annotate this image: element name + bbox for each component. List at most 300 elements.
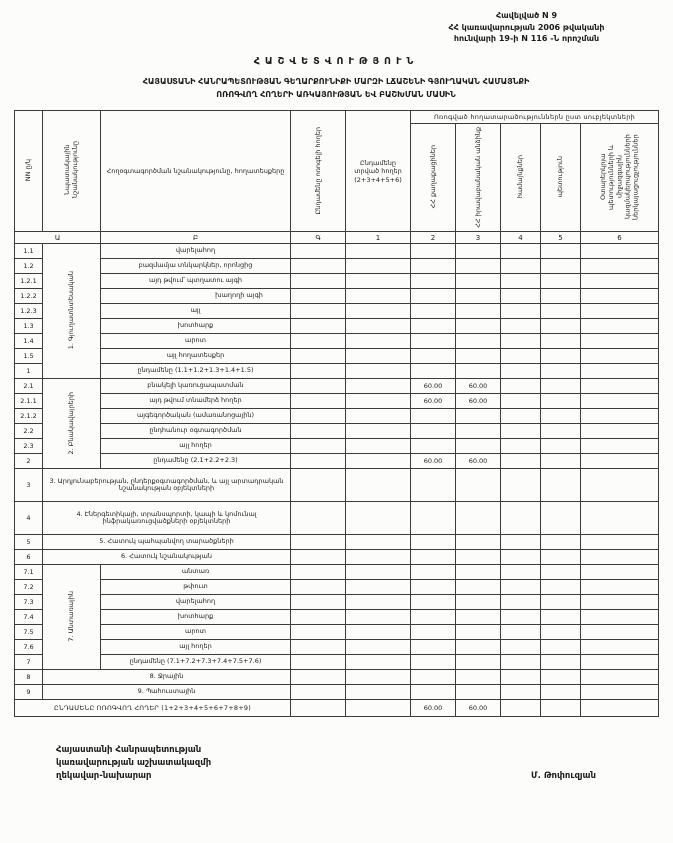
value-cell xyxy=(581,535,659,550)
land-type-cell: վարելահող xyxy=(101,595,291,610)
value-cell xyxy=(541,550,581,565)
value-cell xyxy=(411,274,456,289)
value-cell xyxy=(541,334,581,349)
value-cell xyxy=(581,334,659,349)
land-type-cell: արոտ xyxy=(101,625,291,640)
value-cell xyxy=(501,394,541,409)
value-cell xyxy=(456,259,501,274)
value-cell xyxy=(411,670,456,685)
row-number-cell: 7.5 xyxy=(15,625,43,640)
value-cell xyxy=(456,364,501,379)
value-cell xyxy=(456,304,501,319)
value-cell xyxy=(541,595,581,610)
value-cell xyxy=(501,334,541,349)
value-cell xyxy=(541,685,581,700)
land-type-cell: 4. Էներգետիկայի, տրանսպորտի, կապի և կոմունալ ինֆրակառուցվածքների օբյեկտների xyxy=(43,502,291,535)
value-cell xyxy=(456,625,501,640)
value-cell xyxy=(291,349,346,364)
value-cell xyxy=(501,289,541,304)
value-cell xyxy=(346,469,411,502)
value-cell xyxy=(346,565,411,580)
value-cell xyxy=(411,409,456,424)
land-type-cell: այդ թվում տնամերձ հողեր xyxy=(101,394,291,409)
value-cell xyxy=(291,304,346,319)
table-row xyxy=(15,274,659,289)
value-cell xyxy=(541,454,581,469)
value-cell xyxy=(541,625,581,640)
value-cell: 60.00 xyxy=(411,454,456,469)
value-cell xyxy=(456,409,501,424)
value-cell xyxy=(291,244,346,259)
value-cell xyxy=(411,349,456,364)
row-number-cell: 6 xyxy=(15,550,43,565)
land-type-cell: այդ թվում՝ պտղատու այգի xyxy=(101,274,291,289)
table-row xyxy=(15,319,659,334)
land-type-cell: այգեգործական (ամառանոցային) xyxy=(101,409,291,424)
land-type-cell: այլ հողեր xyxy=(101,640,291,655)
value-cell xyxy=(291,670,346,685)
value-cell xyxy=(581,409,659,424)
value-cell xyxy=(291,550,346,565)
value-cell xyxy=(501,670,541,685)
group-header: Ոռոգված հողատարածություններն ըստ սուբյեկտների xyxy=(411,111,659,124)
subtitle-community: ՀԱՅԱՍՏԱՆԻ ՀԱՆՐԱՊԵՏՈՒԹՅԱՆ ԳԵՂԱՐՔՈՒՆԻՔԻ ՄԱՐԶԻ ԼՃԱՇԵՆԻ ԳՅՈՒՂԱԿԱՆ ՀԱՄԱՅՆՔԻ xyxy=(142,76,530,86)
value-cell xyxy=(581,655,659,670)
row-number-cell: 1.2.1 xyxy=(15,274,43,289)
value-cell xyxy=(581,244,659,259)
value-cell: 60.00 xyxy=(456,394,501,409)
land-type-cell: արոտ xyxy=(101,334,291,349)
col-header-category: Նպատակային նշանակությունը xyxy=(63,141,80,199)
value-cell xyxy=(541,409,581,424)
value-cell xyxy=(501,454,541,469)
value-cell xyxy=(291,469,346,502)
value-cell xyxy=(581,454,659,469)
row-number-cell: 1.4 xyxy=(15,334,43,349)
value-cell xyxy=(291,502,346,535)
land-type-cell: խոտհարք xyxy=(101,319,291,334)
col-header-nn-cell xyxy=(15,111,43,232)
value-cell xyxy=(581,580,659,595)
value-cell xyxy=(456,334,501,349)
land-type-cell: բնակելի կառուցապատման xyxy=(101,379,291,394)
table-row xyxy=(15,550,659,565)
value-cell xyxy=(541,535,581,550)
land-type-cell: այլ xyxy=(101,304,291,319)
value-cell xyxy=(456,244,501,259)
value-cell xyxy=(291,640,346,655)
value-cell xyxy=(456,535,501,550)
value-cell xyxy=(456,319,501,334)
value-cell xyxy=(291,289,346,304)
value-cell xyxy=(501,580,541,595)
table-row xyxy=(15,424,659,439)
land-type-cell: թփուտ xyxy=(101,580,291,595)
value-cell xyxy=(291,424,346,439)
value-cell xyxy=(346,409,411,424)
value-cell xyxy=(291,655,346,670)
value-cell xyxy=(346,610,411,625)
land-type-cell: անտառ xyxy=(101,565,291,580)
category-label: 1. Գյուղատնտեսական xyxy=(66,271,75,350)
value-cell xyxy=(456,424,501,439)
row-number-cell: 1 xyxy=(15,364,43,379)
table-row xyxy=(15,349,659,364)
value-cell xyxy=(346,502,411,535)
col-header-legal-cell xyxy=(456,124,501,232)
land-type-cell: ընդամենը (7.1+7.2+7.3+7.4+7.5+7.6) xyxy=(101,655,291,670)
value-cell xyxy=(411,640,456,655)
value-cell xyxy=(581,502,659,535)
land-type-cell: խաղողի այգի xyxy=(101,289,291,304)
value-cell xyxy=(501,502,541,535)
row-number-cell: 7 xyxy=(15,655,43,670)
value-cell: 60.00 xyxy=(456,700,501,717)
table-row xyxy=(15,670,659,685)
table-row xyxy=(15,655,659,670)
value-cell xyxy=(291,454,346,469)
value-cell xyxy=(346,334,411,349)
value-cell xyxy=(501,439,541,454)
col-header-citizens-cell xyxy=(411,124,456,232)
land-type-cell: 3. Արդյունաբերության, ընդերքօգտագործման, և այլ արտադրական նշանակության օբյեկտների xyxy=(43,469,291,502)
appendix-line3: հունվարի 19-ի N 116 -Ն որոշման xyxy=(453,34,600,44)
value-cell xyxy=(411,502,456,535)
value-cell xyxy=(581,640,659,655)
value-cell xyxy=(581,625,659,640)
value-cell xyxy=(456,670,501,685)
row-number-cell: 2.2 xyxy=(15,424,43,439)
value-cell xyxy=(291,595,346,610)
value-cell xyxy=(501,274,541,289)
signatory-title xyxy=(56,744,211,782)
value-cell xyxy=(346,259,411,274)
value-cell xyxy=(411,244,456,259)
value-cell xyxy=(581,700,659,717)
value-cell xyxy=(346,580,411,595)
value-cell xyxy=(501,469,541,502)
table-row xyxy=(15,565,659,580)
row-number-cell: 1.1 xyxy=(15,244,43,259)
value-cell xyxy=(541,580,581,595)
value-cell xyxy=(541,655,581,670)
index-cell: 6 xyxy=(581,232,659,244)
value-cell xyxy=(501,685,541,700)
value-cell xyxy=(456,655,501,670)
value-cell xyxy=(581,289,659,304)
value-cell xyxy=(541,700,581,717)
report-table xyxy=(14,110,659,717)
value-cell xyxy=(411,439,456,454)
category-cell xyxy=(43,379,101,469)
land-type-cell: խոտհարք xyxy=(101,610,291,625)
value-cell xyxy=(456,640,501,655)
value-cell xyxy=(411,364,456,379)
value-cell xyxy=(456,349,501,364)
value-cell xyxy=(411,595,456,610)
signature-name: Մ. Թոփուզյան xyxy=(531,770,596,781)
value-cell: 60.00 xyxy=(411,394,456,409)
land-type-cell: վարելահող xyxy=(101,244,291,259)
value-cell xyxy=(346,319,411,334)
value-cell xyxy=(541,439,581,454)
table-row xyxy=(15,394,659,409)
row-number-cell: 7.2 xyxy=(15,580,43,595)
value-cell xyxy=(501,319,541,334)
value-cell xyxy=(291,565,346,580)
signature-block xyxy=(14,744,658,782)
row-number-cell: 1.5 xyxy=(15,349,43,364)
value-cell xyxy=(411,259,456,274)
value-cell xyxy=(346,670,411,685)
value-cell xyxy=(456,439,501,454)
value-cell xyxy=(411,655,456,670)
row-number-cell: 3 xyxy=(15,469,43,502)
value-cell xyxy=(456,289,501,304)
row-number-cell: 2 xyxy=(15,454,43,469)
value-cell xyxy=(541,610,581,625)
row-number-cell: 1.2 xyxy=(15,259,43,274)
row-number-cell: 1.3 xyxy=(15,319,43,334)
value-cell xyxy=(501,379,541,394)
grand-total-label: ԸՆԴԱՄԵՆԸ ՈՌՈԳՎՈՂ ՀՈՂԵՐ (1+2+3+4+5+6+7+8+9) xyxy=(15,700,291,717)
col-header-legal-entities: ՀՀ իրավաբանական անձինք xyxy=(473,126,482,228)
value-cell xyxy=(411,334,456,349)
appendix-line2: ՀՀ կառավարության 2006 թվականի xyxy=(448,22,605,32)
value-cell xyxy=(581,595,659,610)
value-cell xyxy=(541,274,581,289)
row-number-cell: 8 xyxy=(15,670,43,685)
col-header-state: պետություն xyxy=(556,156,565,198)
value-cell xyxy=(411,304,456,319)
col-header-communities-cell xyxy=(501,124,541,232)
signatory-line3: ղեկավար-նախարար xyxy=(56,770,152,781)
land-type-cell: ընդհանուր օգտագործման xyxy=(101,424,291,439)
value-cell xyxy=(411,685,456,700)
report-title: ՀԱՇՎԵՏՎՈՒԹՅՈՒՆ xyxy=(253,55,419,67)
value-cell xyxy=(501,640,541,655)
value-cell xyxy=(501,565,541,580)
value-cell xyxy=(456,595,501,610)
col-header-communities: համայնքներ xyxy=(516,155,525,199)
value-cell xyxy=(346,454,411,469)
value-cell xyxy=(581,439,659,454)
value-cell xyxy=(581,319,659,334)
value-cell xyxy=(291,535,346,550)
value-cell xyxy=(541,244,581,259)
value-cell xyxy=(411,550,456,565)
col-header-state-cell xyxy=(541,124,581,232)
value-cell xyxy=(291,610,346,625)
signatory-line1: Հայաստանի Հանրապետության xyxy=(56,745,202,756)
table-row xyxy=(15,364,659,379)
value-cell xyxy=(411,289,456,304)
value-cell xyxy=(411,625,456,640)
value-cell xyxy=(346,274,411,289)
value-cell xyxy=(411,535,456,550)
value-cell xyxy=(346,289,411,304)
value-cell xyxy=(581,610,659,625)
value-cell xyxy=(291,379,346,394)
col-header-total: Ընդամենը ոռոգելի հողեր xyxy=(313,126,322,215)
land-type-cell: 9. Պահուստային xyxy=(43,685,291,700)
value-cell xyxy=(346,595,411,610)
value-cell xyxy=(291,409,346,424)
signatory-line2: կառավարության աշխատակազմի xyxy=(56,758,212,769)
value-cell: 60.00 xyxy=(411,379,456,394)
value-cell xyxy=(541,469,581,502)
value-cell xyxy=(581,565,659,580)
index-cell: 5 xyxy=(541,232,581,244)
table-row xyxy=(15,640,659,655)
col-header-total-cell xyxy=(291,111,346,232)
value-cell xyxy=(411,580,456,595)
value-cell xyxy=(501,700,541,717)
value-cell xyxy=(291,334,346,349)
value-cell xyxy=(291,580,346,595)
value-cell xyxy=(291,439,346,454)
value-cell xyxy=(411,424,456,439)
row-number-cell: 9 xyxy=(15,685,43,700)
grand-total-row xyxy=(15,700,659,717)
value-cell xyxy=(411,610,456,625)
value-cell xyxy=(501,349,541,364)
value-cell xyxy=(456,550,501,565)
row-number-cell: 2.1.2 xyxy=(15,409,43,424)
value-cell xyxy=(541,349,581,364)
value-cell xyxy=(581,670,659,685)
value-cell: 60.00 xyxy=(411,700,456,717)
value-cell xyxy=(291,700,346,717)
value-cell xyxy=(346,625,411,640)
index-cell: Գ xyxy=(291,232,346,244)
value-cell xyxy=(456,580,501,595)
table-row xyxy=(15,409,659,424)
value-cell xyxy=(541,379,581,394)
value-cell xyxy=(581,304,659,319)
row-number-cell: 2.1.1 xyxy=(15,394,43,409)
value-cell xyxy=(456,469,501,502)
category-label: 7. Անտառային xyxy=(66,591,75,642)
table-row xyxy=(15,439,659,454)
value-cell xyxy=(541,565,581,580)
table-row xyxy=(15,454,659,469)
value-cell xyxy=(581,349,659,364)
value-cell xyxy=(346,424,411,439)
index-cell: 4 xyxy=(501,232,541,244)
value-cell xyxy=(346,655,411,670)
table-row xyxy=(15,625,659,640)
value-cell xyxy=(346,244,411,259)
land-type-cell: 5. Հատուկ պահպանվող տարածքների xyxy=(43,535,291,550)
value-cell xyxy=(581,550,659,565)
col-header-total-irrigated: Ընդամենը տրված հողեր (2+3+4+5+6) xyxy=(346,111,411,232)
value-cell xyxy=(411,469,456,502)
value-cell xyxy=(411,565,456,580)
row-number-cell: 5 xyxy=(15,535,43,550)
report-table-body xyxy=(15,244,659,717)
value-cell xyxy=(501,244,541,259)
value-cell xyxy=(291,364,346,379)
land-type-cell: 8. Ջրային xyxy=(43,670,291,685)
value-cell xyxy=(346,685,411,700)
col-header-category-cell xyxy=(43,111,101,232)
value-cell xyxy=(346,379,411,394)
value-cell xyxy=(346,439,411,454)
row-number-cell: 1.2.3 xyxy=(15,304,43,319)
value-cell xyxy=(456,610,501,625)
index-cell: 2 xyxy=(411,232,456,244)
table-row xyxy=(15,289,659,304)
col-header-name: Հողօգտագործման նշանակությունը, հողատեսքերը xyxy=(101,111,291,232)
value-cell xyxy=(501,595,541,610)
value-cell xyxy=(346,640,411,655)
value-cell xyxy=(581,274,659,289)
table-row xyxy=(15,334,659,349)
value-cell xyxy=(501,655,541,670)
value-cell xyxy=(411,319,456,334)
index-cell: 1 xyxy=(346,232,411,244)
index-cell: Ա xyxy=(15,232,101,244)
header-group-row xyxy=(15,111,659,124)
row-number-cell: 2.1 xyxy=(15,379,43,394)
land-type-cell: 6. Հատուկ նշանակության xyxy=(43,550,291,565)
value-cell xyxy=(541,364,581,379)
value-cell xyxy=(501,304,541,319)
value-cell xyxy=(501,550,541,565)
value-cell xyxy=(456,274,501,289)
value-cell xyxy=(541,502,581,535)
category-label: 2. Բնակավայրերի xyxy=(66,391,75,455)
table-row xyxy=(15,259,659,274)
value-cell xyxy=(346,394,411,409)
value-cell xyxy=(581,424,659,439)
value-cell xyxy=(541,424,581,439)
value-cell xyxy=(346,535,411,550)
value-cell xyxy=(291,319,346,334)
row-number-cell: 2.3 xyxy=(15,439,43,454)
value-cell xyxy=(541,259,581,274)
table-row xyxy=(15,502,659,535)
value-cell: 60.00 xyxy=(456,454,501,469)
table-row xyxy=(15,595,659,610)
value-cell xyxy=(541,304,581,319)
row-number-cell: 7.4 xyxy=(15,610,43,625)
land-type-cell: այլ հողեր xyxy=(101,439,291,454)
value-cell xyxy=(541,319,581,334)
table-row xyxy=(15,535,659,550)
row-number-cell: 7.6 xyxy=(15,640,43,655)
appendix-note xyxy=(399,10,654,45)
value-cell xyxy=(291,394,346,409)
value-cell xyxy=(541,670,581,685)
value-cell xyxy=(346,364,411,379)
land-type-cell: այլ հողատեսքեր xyxy=(101,349,291,364)
land-type-cell: բազմամյա տնկարկներ, որոնցից xyxy=(101,259,291,274)
value-cell xyxy=(501,610,541,625)
value-cell xyxy=(456,565,501,580)
value-cell xyxy=(291,259,346,274)
value-cell xyxy=(346,304,411,319)
value-cell: 60.00 xyxy=(456,379,501,394)
table-row xyxy=(15,685,659,700)
index-row xyxy=(15,232,659,244)
index-cell: Բ xyxy=(101,232,291,244)
category-cell xyxy=(43,565,101,670)
value-cell xyxy=(581,259,659,274)
value-cell xyxy=(541,394,581,409)
table-row xyxy=(15,469,659,502)
